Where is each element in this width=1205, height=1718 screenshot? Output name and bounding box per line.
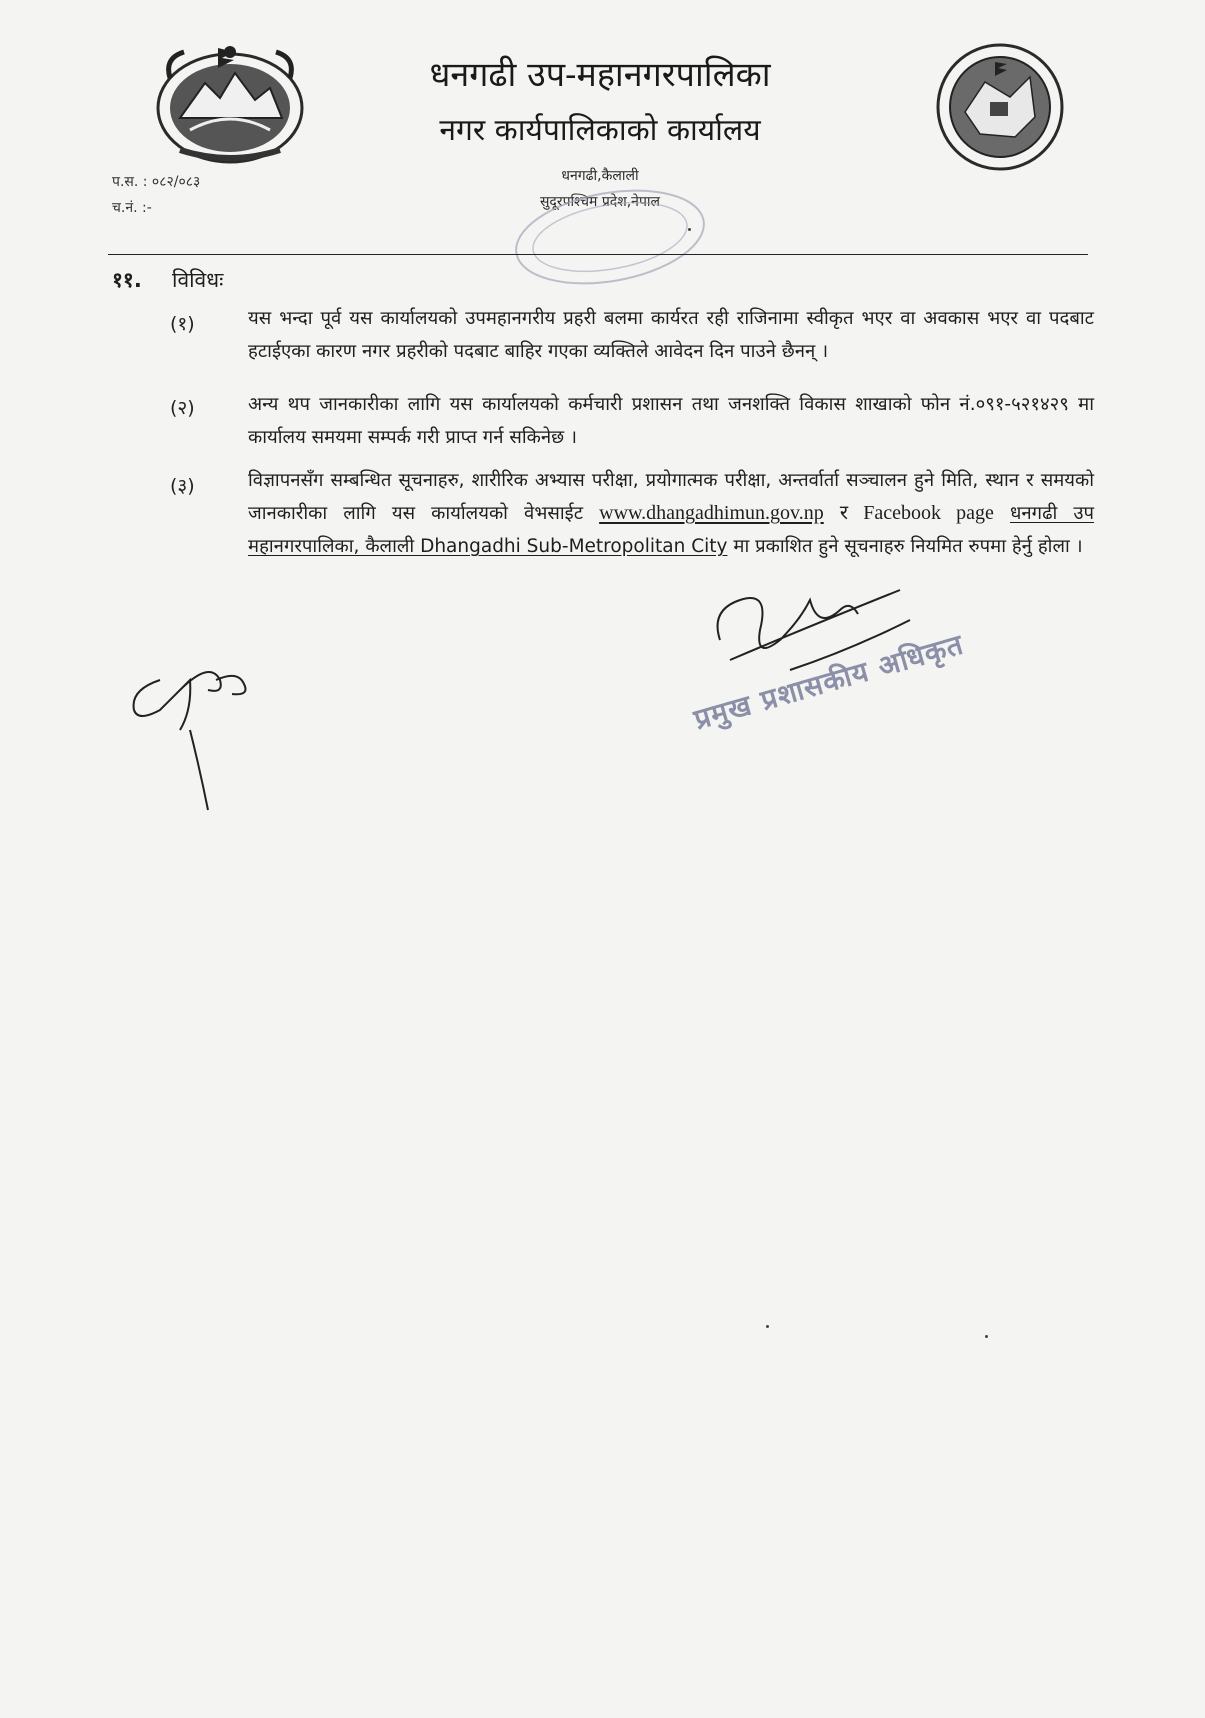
chief-administrative-officer-stamp: प्रमुख प्रशासकीय अधिकृत: [690, 627, 968, 737]
office-name: नगर कार्यपालिकाको कार्यालय: [439, 113, 761, 148]
clause-text-part: विज्ञापनसँग सम्बन्धित सूचनाहरु, शारीरिक अभ्यास परीक्षा, प्रयोगात्मक परीक्षा, अन्तर्वार्ता सञ्चालन हुने मिति, स्थान र समयको जानकारीका लागि यस कार्यालयको वेभसाईट: [248, 470, 1094, 524]
paper-speck: [688, 228, 691, 231]
nepal-emblem-icon: [150, 38, 310, 166]
municipality-seal-icon: [935, 42, 1065, 172]
item-number: (३): [170, 475, 195, 497]
organization-name: धनगढी उप-महानगरपालिका: [429, 55, 771, 95]
address-line-2: सुदूरपश्चिम प्रदेश,नेपाल: [539, 194, 661, 210]
clause-text: अन्य थप जानकारीका लागि यस कार्यालयको कर्मचारी प्रशासन तथा जनशक्ति विकास शाखाको फोन नं.०९१-५२१४२९ मा कार्यालय समयमा सम्पर्क गरी प्राप्त गर्न सकिनेछ ।: [248, 394, 1094, 448]
clause-text: [248, 464, 1094, 563]
section-number: ११.: [112, 268, 142, 292]
dispatch-number: च.नं. :-: [112, 200, 152, 216]
item-number: (२): [170, 397, 195, 419]
clause-text: यस भन्दा पूर्व यस कार्यालयको उपमहानगरीय प्रहरी बलमा कार्यरत रही राजिनामा स्वीकृत भएर वा अवकास भएर वा पदबाट हटाईएका कारण नगर प्रहरीको पदबाट बाहिर गएका व्यक्तिले आवेदन दिन पाउने छैनन् ।: [248, 308, 1094, 362]
section-title: विविधः: [172, 268, 224, 292]
clause-text-part: मा प्रकाशित हुने सूचनाहरु नियमित रुपमा हेर्नु होला ।: [733, 536, 1083, 557]
signature-left-icon: [120, 650, 280, 820]
reference-number: प.स. : ०८२/०८३: [112, 174, 201, 190]
item-number: (१): [170, 313, 195, 335]
paper-speck: [766, 1325, 769, 1328]
paper-speck: [985, 1335, 988, 1338]
website-link[interactable]: www.dhangadhimun.gov.np: [599, 502, 824, 524]
header-divider: [108, 254, 1088, 255]
clause-text-part: र Facebook page: [839, 502, 994, 524]
facebook-page-link[interactable]: धनगढी उप महानगरपालिका, कैलाली Dhangadhi Sub-Metropolitan City: [248, 503, 1095, 557]
office-stamp-icon: [505, 182, 715, 292]
address-line-1: धनगढी,कैलाली: [561, 168, 639, 184]
